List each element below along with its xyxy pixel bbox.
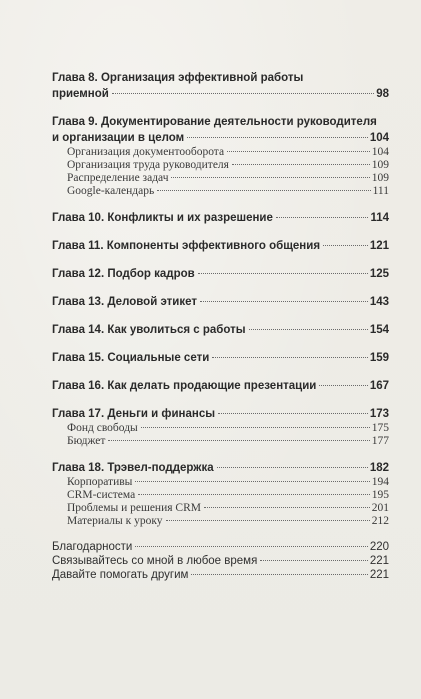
page-number: 221 xyxy=(369,555,389,567)
chapter-title-continuation: и организации в целом xyxy=(52,132,185,144)
spacer xyxy=(52,282,389,294)
toc-entry xyxy=(52,540,389,554)
page-number: 212 xyxy=(371,515,389,527)
toc-chapter-15 xyxy=(52,350,389,366)
chapter-title: Глава 10. Конфликты и их разрешение xyxy=(52,212,273,224)
page-number: 177 xyxy=(371,435,389,447)
page-number: 111 xyxy=(372,185,389,197)
dot-leader xyxy=(157,190,370,191)
section-title: Бюджет xyxy=(67,435,106,447)
chapter-title: Глава 16. Как делать продающие презентации xyxy=(52,380,317,392)
page-number: 104 xyxy=(371,146,389,158)
section-title: CRM-система xyxy=(67,489,136,501)
page-number: 104 xyxy=(369,132,389,144)
spacer xyxy=(52,102,389,114)
section-title: Google-календарь xyxy=(67,185,155,197)
page-number: 175 xyxy=(371,422,389,434)
page-number: 167 xyxy=(369,380,389,392)
chapter-title: Глава 17. Деньги и финансы xyxy=(52,408,216,420)
dot-leader xyxy=(212,357,368,358)
section-title: Связывайтесь со мной в любое время xyxy=(52,555,258,567)
toc-chapter-9 xyxy=(52,114,389,198)
section-title: Организация труда руководителя xyxy=(67,159,229,171)
chapter-title: Глава 13. Деловой этикет xyxy=(52,296,197,308)
toc-subentry xyxy=(52,146,389,159)
page-number: 194 xyxy=(371,476,389,488)
toc-entry xyxy=(52,86,389,102)
toc-subentry xyxy=(52,159,389,172)
toc-chapter-11 xyxy=(52,238,389,254)
toc-chapter-17 xyxy=(52,406,389,448)
toc-entry xyxy=(52,130,389,146)
section-title: Благодарности xyxy=(52,541,133,553)
spacer xyxy=(52,448,389,460)
dot-leader xyxy=(218,413,368,414)
toc-chapter-13 xyxy=(52,294,389,310)
spacer xyxy=(52,310,389,322)
dot-leader xyxy=(191,574,367,575)
toc-subentry xyxy=(52,172,389,185)
page-number: 98 xyxy=(376,88,389,100)
spacer xyxy=(52,254,389,266)
dot-leader xyxy=(166,520,370,521)
dot-leader xyxy=(227,151,370,152)
chapter-title-line: Глава 8. Организация эффективной работы xyxy=(52,72,304,84)
dot-leader xyxy=(319,385,367,386)
dot-leader xyxy=(112,93,374,94)
section-title: Проблемы и решения CRM xyxy=(67,502,201,514)
chapter-title-line: Глава 9. Документирование деятельности руководителя xyxy=(52,116,377,128)
page-number: 159 xyxy=(369,352,389,364)
dot-leader xyxy=(135,481,369,482)
dot-leader xyxy=(204,507,370,508)
section-title: Распределение задач xyxy=(67,172,169,184)
toc-subentry xyxy=(52,476,389,489)
toc-subentry xyxy=(52,489,389,502)
dot-leader xyxy=(135,546,368,547)
toc-subentry xyxy=(52,435,389,448)
page-number: 195 xyxy=(371,489,389,501)
toc-entry xyxy=(52,568,389,582)
dot-leader xyxy=(187,137,368,138)
page-number: 114 xyxy=(370,212,389,224)
section-title: Корпоративы xyxy=(67,476,133,488)
toc-chapter-18 xyxy=(52,460,389,528)
chapter-title: Глава 18. Трэвел-поддержка xyxy=(52,462,214,474)
toc-endmatter xyxy=(52,540,389,582)
dot-leader xyxy=(198,273,368,274)
dot-leader xyxy=(260,560,368,561)
page-number: 143 xyxy=(369,296,389,308)
toc-chapter-10 xyxy=(52,210,389,226)
dot-leader xyxy=(141,427,370,428)
spacer xyxy=(52,338,389,350)
dot-leader xyxy=(249,329,368,330)
spacer xyxy=(52,394,389,406)
section-title: Давайте помогать другим xyxy=(52,569,189,581)
page-number: 182 xyxy=(369,462,389,474)
page-number: 109 xyxy=(371,159,389,171)
page-number: 221 xyxy=(369,569,389,581)
chapter-title: Глава 15. Социальные сети xyxy=(52,352,210,364)
dot-leader xyxy=(217,467,368,468)
toc-chapter-14 xyxy=(52,322,389,338)
spacer xyxy=(52,528,389,540)
chapter-title-continuation: приемной xyxy=(52,88,109,100)
spacer xyxy=(52,366,389,378)
dot-leader xyxy=(108,440,369,441)
spacer xyxy=(52,198,389,210)
section-title: Фонд свободы xyxy=(67,422,138,434)
page-number: 173 xyxy=(369,408,389,420)
toc-subentry xyxy=(52,515,389,528)
toc-chapter-12 xyxy=(52,266,389,282)
chapter-title: Глава 11. Компоненты эффективного общения xyxy=(52,240,321,252)
toc-subentry xyxy=(52,185,389,198)
dot-leader xyxy=(200,301,368,302)
dot-leader xyxy=(138,494,370,495)
dot-leader xyxy=(232,164,370,165)
toc-entry xyxy=(52,554,389,568)
section-title: Организация документооборота xyxy=(67,146,225,158)
toc-chapter-8 xyxy=(52,70,389,102)
page-number: 220 xyxy=(369,541,389,553)
toc-subentry xyxy=(52,502,389,515)
chapter-title: Глава 14. Как уволиться с работы xyxy=(52,324,246,336)
page-number: 201 xyxy=(371,502,389,514)
toc-subentry xyxy=(52,422,389,435)
page-number: 121 xyxy=(369,240,389,252)
page-number: 125 xyxy=(369,268,389,280)
table-of-contents xyxy=(52,70,389,582)
page-number: 154 xyxy=(369,324,389,336)
toc-entry xyxy=(52,406,389,422)
chapter-title: Глава 12. Подбор кадров xyxy=(52,268,195,280)
spacer xyxy=(52,226,389,238)
dot-leader xyxy=(171,177,369,178)
toc-chapter-16 xyxy=(52,378,389,394)
dot-leader xyxy=(276,217,369,218)
toc-entry xyxy=(52,460,389,476)
dot-leader xyxy=(323,245,368,246)
page-number: 109 xyxy=(371,172,389,184)
section-title: Материалы к уроку xyxy=(67,515,163,527)
